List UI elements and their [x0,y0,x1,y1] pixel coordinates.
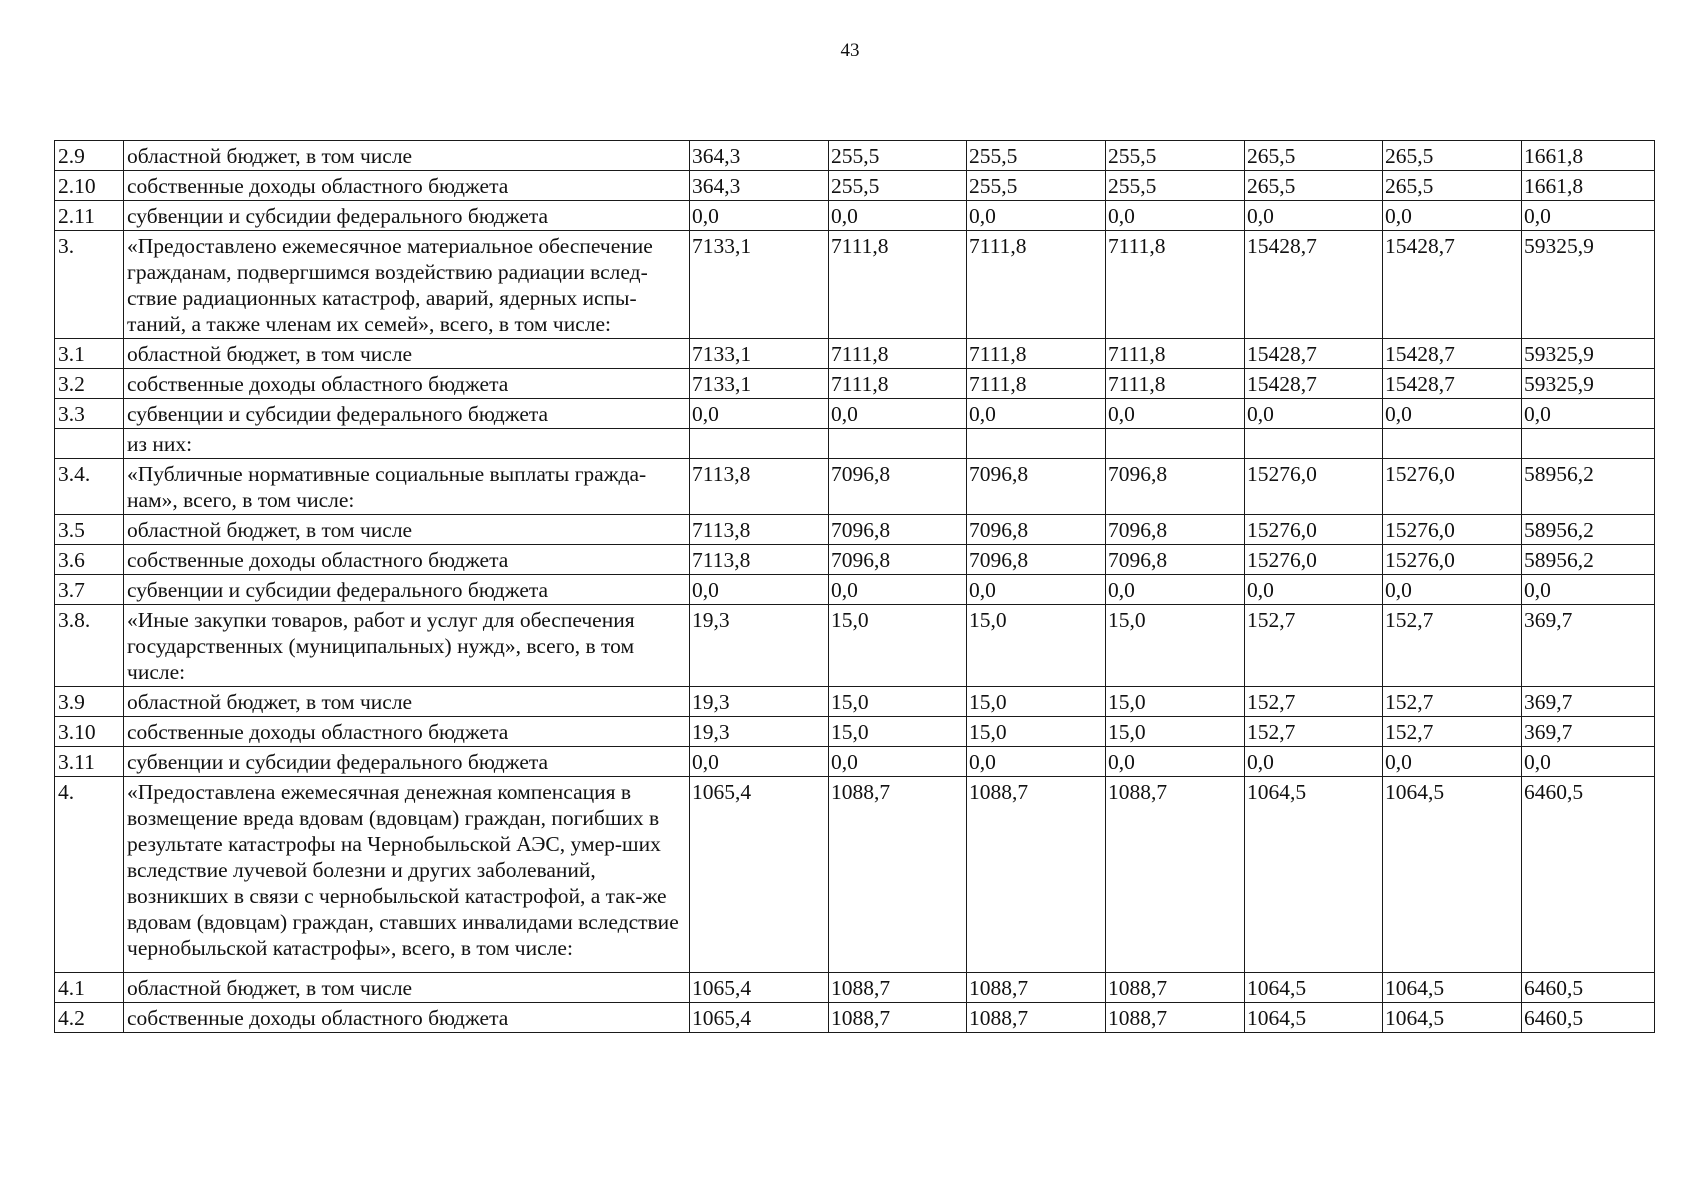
row-description: «Предоставлена ежемесячная денежная компенсация в возмещение вреда вдовам (вдовцам) граждан, погибших в результате катастрофы на Чернобыльской АЭС, умер-ших вследствие лучевой болезни и других заболеваний, возникших в связи с чернобыльской катастрофой, а так-же вдовам (вдовцам) граждан, ставших инвалидами вследствие чернобыльской катастрофы», всего, в том числе: [124,777,690,973]
row-code: 4.2 [55,1003,124,1033]
value-cell: 1088,7 [829,1003,967,1033]
value-cell: 0,0 [1522,201,1655,231]
row-description: областной бюджет, в том числе [124,515,690,545]
value-cell [1383,429,1522,459]
value-cell: 15428,7 [1245,369,1383,399]
value-cell: 0,0 [1106,575,1245,605]
value-cell: 15428,7 [1383,339,1522,369]
value-cell: 15428,7 [1383,231,1522,339]
value-cell: 15,0 [967,687,1106,717]
row-code: 3.8. [55,605,124,687]
value-cell: 58956,2 [1522,515,1655,545]
value-cell: 265,5 [1245,171,1383,201]
value-cell: 152,7 [1245,605,1383,687]
value-cell: 255,5 [1106,171,1245,201]
value-cell: 7133,1 [690,231,829,339]
value-cell: 15428,7 [1383,369,1522,399]
value-cell: 15,0 [829,687,967,717]
value-cell: 255,5 [1106,141,1245,171]
value-cell: 364,3 [690,171,829,201]
value-cell: 15,0 [829,717,967,747]
value-cell: 1088,7 [1106,1003,1245,1033]
value-cell: 1064,5 [1383,973,1522,1003]
value-cell: 0,0 [967,201,1106,231]
value-cell: 0,0 [1245,201,1383,231]
value-cell: 255,5 [967,171,1106,201]
value-cell: 0,0 [1383,747,1522,777]
value-cell [1106,429,1245,459]
row-code: 3.4. [55,459,124,515]
row-code: 3.1 [55,339,124,369]
value-cell: 265,5 [1383,171,1522,201]
value-cell: 1064,5 [1245,777,1383,973]
table-row [55,429,1655,459]
value-cell: 7111,8 [967,369,1106,399]
table-row [55,605,1655,687]
value-cell: 0,0 [829,399,967,429]
value-cell: 369,7 [1522,717,1655,747]
value-cell: 1661,8 [1522,171,1655,201]
row-description: областной бюджет, в том числе [124,973,690,1003]
table-row [55,369,1655,399]
value-cell: 1064,5 [1383,1003,1522,1033]
row-description: субвенции и субсидии федерального бюджета [124,399,690,429]
value-cell: 59325,9 [1522,339,1655,369]
row-description: «Публичные нормативные социальные выплаты гражда-нам», всего, в том числе: [124,459,690,515]
value-cell: 7096,8 [1106,515,1245,545]
value-cell: 0,0 [1245,399,1383,429]
page-number: 43 [840,40,860,61]
row-code: 3.10 [55,717,124,747]
value-cell: 0,0 [690,399,829,429]
value-cell: 19,3 [690,687,829,717]
table-row [55,231,1655,339]
table-row [55,171,1655,201]
row-code: 4.1 [55,973,124,1003]
value-cell: 59325,9 [1522,231,1655,339]
value-cell: 15,0 [829,605,967,687]
value-cell: 15,0 [1106,687,1245,717]
value-cell: 1088,7 [1106,777,1245,973]
value-cell: 15276,0 [1383,459,1522,515]
value-cell: 369,7 [1522,687,1655,717]
table-row [55,575,1655,605]
value-cell [1245,429,1383,459]
value-cell: 0,0 [967,747,1106,777]
table-row [55,545,1655,575]
row-code: 3.5 [55,515,124,545]
value-cell: 7133,1 [690,339,829,369]
table-row [55,459,1655,515]
table-row [55,687,1655,717]
value-cell: 0,0 [1245,575,1383,605]
row-description: «Иные закупки товаров, работ и услуг для обеспечения государственных (муниципальных) нужд», всего, в том числе: [124,605,690,687]
row-code [55,429,124,459]
value-cell: 1064,5 [1245,1003,1383,1033]
value-cell: 7096,8 [967,515,1106,545]
value-cell: 1088,7 [829,777,967,973]
value-cell: 7096,8 [1106,459,1245,515]
value-cell: 59325,9 [1522,369,1655,399]
value-cell: 7096,8 [967,545,1106,575]
row-description: областной бюджет, в том числе [124,687,690,717]
value-cell: 0,0 [829,747,967,777]
value-cell: 15,0 [1106,717,1245,747]
row-code: 2.9 [55,141,124,171]
value-cell: 15,0 [1106,605,1245,687]
value-cell: 1065,4 [690,973,829,1003]
row-description: субвенции и субсидии федерального бюджета [124,201,690,231]
value-cell: 152,7 [1383,687,1522,717]
row-description: собственные доходы областного бюджета [124,171,690,201]
row-description: «Предоставлено ежемесячное материальное обеспечение гражданам, подвергшимся воздействию радиации вслед-ствие радиационных катастроф, аварий, ядерных испы-таний, а также членам их семей», всего, в том числе: [124,231,690,339]
value-cell: 19,3 [690,717,829,747]
row-code: 3.2 [55,369,124,399]
value-cell: 7111,8 [829,339,967,369]
value-cell: 7096,8 [829,545,967,575]
value-cell: 6460,5 [1522,777,1655,973]
table-row [55,717,1655,747]
value-cell: 7096,8 [829,515,967,545]
value-cell: 0,0 [1383,399,1522,429]
value-cell: 15,0 [967,605,1106,687]
table-row [55,201,1655,231]
value-cell: 15276,0 [1245,515,1383,545]
value-cell: 0,0 [967,399,1106,429]
value-cell: 1065,4 [690,1003,829,1033]
value-cell: 1661,8 [1522,141,1655,171]
value-cell: 255,5 [829,171,967,201]
row-description: областной бюджет, в том числе [124,339,690,369]
value-cell: 7113,8 [690,459,829,515]
table-row [55,339,1655,369]
value-cell: 7111,8 [829,369,967,399]
table-row [55,399,1655,429]
row-description: областной бюджет, в том числе [124,141,690,171]
row-description: субвенции и субсидии федерального бюджета [124,747,690,777]
value-cell: 152,7 [1383,717,1522,747]
value-cell [1522,429,1655,459]
value-cell: 0,0 [1522,747,1655,777]
value-cell: 1064,5 [1245,973,1383,1003]
value-cell: 7111,8 [1106,339,1245,369]
value-cell: 15276,0 [1245,545,1383,575]
value-cell: 7111,8 [829,231,967,339]
row-description: собственные доходы областного бюджета [124,1003,690,1033]
row-description: субвенции и субсидии федерального бюджета [124,575,690,605]
value-cell: 0,0 [1245,747,1383,777]
value-cell: 0,0 [1106,747,1245,777]
table-row [55,141,1655,171]
value-cell: 0,0 [967,575,1106,605]
row-description: собственные доходы областного бюджета [124,545,690,575]
value-cell: 152,7 [1245,687,1383,717]
value-cell: 58956,2 [1522,545,1655,575]
value-cell: 152,7 [1383,605,1522,687]
row-code: 4. [55,777,124,973]
row-code: 2.11 [55,201,124,231]
value-cell: 0,0 [829,201,967,231]
value-cell: 6460,5 [1522,1003,1655,1033]
value-cell: 0,0 [690,575,829,605]
table-body [55,141,1655,1033]
value-cell [967,429,1106,459]
value-cell: 1064,5 [1383,777,1522,973]
budget-table [54,140,1655,1033]
value-cell: 7111,8 [967,339,1106,369]
table-row [55,777,1655,973]
value-cell: 1088,7 [829,973,967,1003]
value-cell: 15276,0 [1383,515,1522,545]
value-cell: 15428,7 [1245,339,1383,369]
row-description: из них: [124,429,690,459]
row-code: 3.3 [55,399,124,429]
table-row [55,973,1655,1003]
value-cell: 255,5 [967,141,1106,171]
value-cell: 255,5 [829,141,967,171]
row-code: 3.7 [55,575,124,605]
value-cell: 1088,7 [967,777,1106,973]
value-cell: 7111,8 [1106,369,1245,399]
value-cell: 15,0 [967,717,1106,747]
value-cell: 7096,8 [1106,545,1245,575]
row-code: 3.9 [55,687,124,717]
table-row [55,1003,1655,1033]
value-cell [829,429,967,459]
value-cell: 1065,4 [690,777,829,973]
value-cell: 0,0 [690,201,829,231]
value-cell: 7111,8 [967,231,1106,339]
value-cell: 0,0 [1522,575,1655,605]
value-cell: 7113,8 [690,545,829,575]
value-cell: 7133,1 [690,369,829,399]
value-cell: 0,0 [1522,399,1655,429]
row-code: 2.10 [55,171,124,201]
value-cell: 15276,0 [1383,545,1522,575]
row-code: 3.11 [55,747,124,777]
table-row [55,515,1655,545]
value-cell: 0,0 [690,747,829,777]
row-description: собственные доходы областного бюджета [124,369,690,399]
value-cell: 265,5 [1383,141,1522,171]
value-cell: 0,0 [1106,201,1245,231]
value-cell: 7111,8 [1106,231,1245,339]
value-cell: 0,0 [1383,575,1522,605]
value-cell: 1088,7 [967,1003,1106,1033]
row-code: 3.6 [55,545,124,575]
value-cell: 15276,0 [1245,459,1383,515]
value-cell: 0,0 [829,575,967,605]
value-cell: 0,0 [1383,201,1522,231]
value-cell: 1088,7 [1106,973,1245,1003]
value-cell [690,429,829,459]
value-cell: 265,5 [1245,141,1383,171]
value-cell: 369,7 [1522,605,1655,687]
value-cell: 7096,8 [829,459,967,515]
row-code: 3. [55,231,124,339]
value-cell: 0,0 [1106,399,1245,429]
table-row [55,747,1655,777]
value-cell: 6460,5 [1522,973,1655,1003]
value-cell: 152,7 [1245,717,1383,747]
value-cell: 7096,8 [967,459,1106,515]
value-cell: 364,3 [690,141,829,171]
value-cell: 15428,7 [1245,231,1383,339]
row-description: собственные доходы областного бюджета [124,717,690,747]
value-cell: 19,3 [690,605,829,687]
value-cell: 7113,8 [690,515,829,545]
value-cell: 1088,7 [967,973,1106,1003]
value-cell: 58956,2 [1522,459,1655,515]
